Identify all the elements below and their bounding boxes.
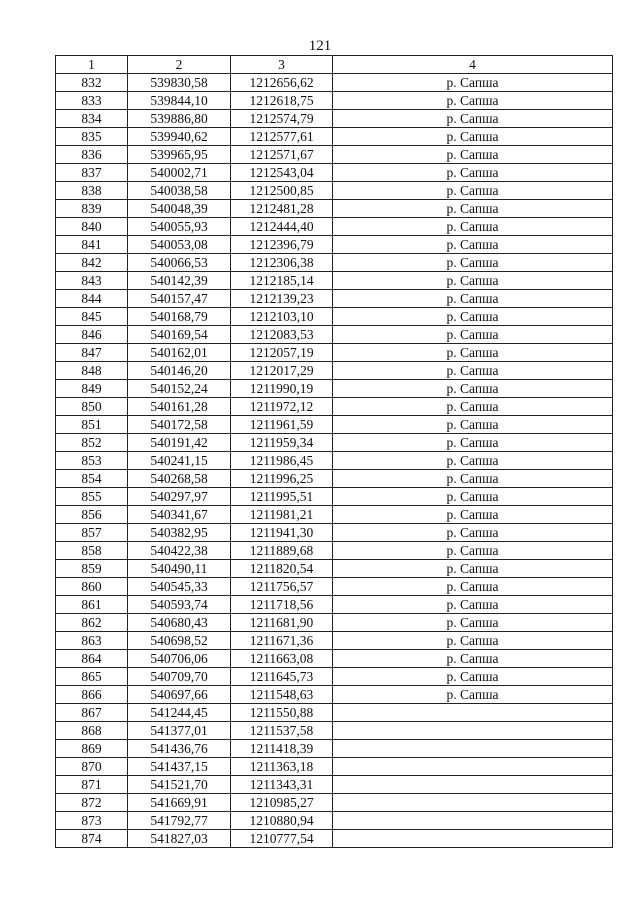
description-cell: р. Сапша [333,74,613,92]
table-row [56,704,613,722]
description-cell: р. Сапша [333,182,613,200]
description-cell [333,776,613,794]
table-row [56,560,613,578]
x-coordinate-cell: 540066,53 [128,254,231,272]
point-number-cell: 842 [56,254,128,272]
table-row [56,740,613,758]
point-number-cell: 873 [56,812,128,830]
table-row [56,596,613,614]
x-coordinate-cell: 540709,70 [128,668,231,686]
table-row [56,308,613,326]
table-row [56,380,613,398]
y-coordinate-cell: 1212656,62 [231,74,333,92]
x-coordinate-cell: 541436,76 [128,740,231,758]
x-coordinate-cell: 540146,20 [128,362,231,380]
description-cell: р. Сапша [333,308,613,326]
point-number-cell: 846 [56,326,128,344]
point-number-cell: 866 [56,686,128,704]
table-row [56,830,613,848]
point-number-cell: 833 [56,92,128,110]
coordinates-table [55,55,613,848]
description-cell: р. Сапша [333,344,613,362]
point-number-cell: 850 [56,398,128,416]
y-coordinate-cell: 1211990,19 [231,380,333,398]
y-coordinate-cell: 1211681,90 [231,614,333,632]
table-row [56,326,613,344]
x-coordinate-cell: 540490,11 [128,560,231,578]
table-row [56,74,613,92]
description-cell: р. Сапша [333,452,613,470]
y-coordinate-cell: 1211645,73 [231,668,333,686]
table-row [56,416,613,434]
point-number-cell: 836 [56,146,128,164]
y-coordinate-cell: 1211995,51 [231,488,333,506]
table-row [56,668,613,686]
x-coordinate-cell: 539886,80 [128,110,231,128]
y-coordinate-cell: 1212577,61 [231,128,333,146]
x-coordinate-cell: 540297,97 [128,488,231,506]
table-row [56,164,613,182]
table-row [56,146,613,164]
y-coordinate-cell: 1211996,25 [231,470,333,488]
description-cell: р. Сапша [333,650,613,668]
description-cell: р. Сапша [333,326,613,344]
table-row [56,344,613,362]
y-coordinate-cell: 1211663,08 [231,650,333,668]
description-cell: р. Сапша [333,398,613,416]
table-row [56,686,613,704]
y-coordinate-cell: 1211981,21 [231,506,333,524]
description-cell: р. Сапша [333,92,613,110]
point-number-cell: 859 [56,560,128,578]
x-coordinate-cell: 541669,91 [128,794,231,812]
y-coordinate-cell: 1211548,63 [231,686,333,704]
x-coordinate-cell: 540161,28 [128,398,231,416]
description-cell: р. Сапша [333,614,613,632]
description-cell: р. Сапша [333,632,613,650]
y-coordinate-cell: 1211941,30 [231,524,333,542]
header-row [56,56,613,74]
table-row [56,632,613,650]
table-row [56,542,613,560]
point-number-cell: 874 [56,830,128,848]
y-coordinate-cell: 1212500,85 [231,182,333,200]
x-coordinate-cell: 540382,95 [128,524,231,542]
y-coordinate-cell: 1212057,19 [231,344,333,362]
point-number-cell: 847 [56,344,128,362]
table-row [56,758,613,776]
y-coordinate-cell: 1212017,29 [231,362,333,380]
y-coordinate-cell: 1210777,54 [231,830,333,848]
description-cell: р. Сапша [333,434,613,452]
x-coordinate-cell: 540697,66 [128,686,231,704]
y-coordinate-cell: 1212574,79 [231,110,333,128]
point-number-cell: 862 [56,614,128,632]
x-coordinate-cell: 540241,15 [128,452,231,470]
x-coordinate-cell: 540038,58 [128,182,231,200]
table-row [56,506,613,524]
point-number-cell: 863 [56,632,128,650]
y-coordinate-cell: 1212185,14 [231,272,333,290]
point-number-cell: 849 [56,380,128,398]
description-cell: р. Сапша [333,254,613,272]
table-row [56,92,613,110]
description-cell: р. Сапша [333,560,613,578]
description-cell: р. Сапша [333,542,613,560]
x-coordinate-cell: 539830,58 [128,74,231,92]
table-row [56,218,613,236]
point-number-cell: 865 [56,668,128,686]
table-row [56,794,613,812]
description-cell [333,740,613,758]
x-coordinate-cell: 540268,58 [128,470,231,488]
x-coordinate-cell: 539844,10 [128,92,231,110]
description-cell: р. Сапша [333,596,613,614]
description-cell: р. Сапша [333,524,613,542]
y-coordinate-cell: 1212543,04 [231,164,333,182]
description-cell: р. Сапша [333,362,613,380]
x-coordinate-cell: 540162,01 [128,344,231,362]
point-number-cell: 848 [56,362,128,380]
x-coordinate-cell: 540593,74 [128,596,231,614]
description-cell [333,794,613,812]
point-number-cell: 864 [56,650,128,668]
y-coordinate-cell: 1212139,23 [231,290,333,308]
y-coordinate-cell: 1212571,67 [231,146,333,164]
point-number-cell: 845 [56,308,128,326]
column-header-1: 1 [56,56,128,74]
x-coordinate-cell: 541521,70 [128,776,231,794]
x-coordinate-cell: 540168,79 [128,308,231,326]
description-cell: р. Сапша [333,272,613,290]
point-number-cell: 858 [56,542,128,560]
table-row [56,272,613,290]
table-row [56,236,613,254]
table-row [56,776,613,794]
y-coordinate-cell: 1211986,45 [231,452,333,470]
description-cell: р. Сапша [333,200,613,218]
description-cell: р. Сапша [333,110,613,128]
description-cell: р. Сапша [333,290,613,308]
y-coordinate-cell: 1211418,39 [231,740,333,758]
y-coordinate-cell: 1211889,68 [231,542,333,560]
point-number-cell: 857 [56,524,128,542]
x-coordinate-cell: 540191,42 [128,434,231,452]
point-number-cell: 855 [56,488,128,506]
description-cell: р. Сапша [333,236,613,254]
y-coordinate-cell: 1211959,34 [231,434,333,452]
y-coordinate-cell: 1211363,18 [231,758,333,776]
x-coordinate-cell: 539965,95 [128,146,231,164]
point-number-cell: 838 [56,182,128,200]
point-number-cell: 871 [56,776,128,794]
x-coordinate-cell: 540172,58 [128,416,231,434]
table-row [56,110,613,128]
y-coordinate-cell: 1211671,36 [231,632,333,650]
table-row [56,200,613,218]
description-cell: р. Сапша [333,146,613,164]
y-coordinate-cell: 1211718,56 [231,596,333,614]
point-number-cell: 852 [56,434,128,452]
table-row [56,452,613,470]
point-number-cell: 851 [56,416,128,434]
table-row [56,812,613,830]
description-cell [333,722,613,740]
description-cell: р. Сапша [333,128,613,146]
table-row [56,182,613,200]
description-cell [333,830,613,848]
point-number-cell: 832 [56,74,128,92]
column-header-4: 4 [333,56,613,74]
table-row [56,398,613,416]
description-cell [333,758,613,776]
table-row [56,524,613,542]
point-number-cell: 856 [56,506,128,524]
table-row [56,650,613,668]
point-number-cell: 853 [56,452,128,470]
y-coordinate-cell: 1211537,58 [231,722,333,740]
x-coordinate-cell: 540048,39 [128,200,231,218]
point-number-cell: 870 [56,758,128,776]
point-number-cell: 841 [56,236,128,254]
y-coordinate-cell: 1212083,53 [231,326,333,344]
point-number-cell: 843 [56,272,128,290]
description-cell: р. Сапша [333,578,613,596]
x-coordinate-cell: 541792,77 [128,812,231,830]
y-coordinate-cell: 1210880,94 [231,812,333,830]
x-coordinate-cell: 540142,39 [128,272,231,290]
x-coordinate-cell: 540680,43 [128,614,231,632]
description-cell: р. Сапша [333,164,613,182]
description-cell: р. Сапша [333,506,613,524]
y-coordinate-cell: 1210985,27 [231,794,333,812]
table-row [56,290,613,308]
x-coordinate-cell: 540698,52 [128,632,231,650]
y-coordinate-cell: 1211756,57 [231,578,333,596]
x-coordinate-cell: 540341,67 [128,506,231,524]
description-cell: р. Сапша [333,416,613,434]
table-row [56,614,613,632]
x-coordinate-cell: 540706,06 [128,650,231,668]
point-number-cell: 844 [56,290,128,308]
x-coordinate-cell: 541827,03 [128,830,231,848]
point-number-cell: 839 [56,200,128,218]
table-row [56,434,613,452]
point-number-cell: 840 [56,218,128,236]
x-coordinate-cell: 541437,15 [128,758,231,776]
y-coordinate-cell: 1212618,75 [231,92,333,110]
x-coordinate-cell: 540422,38 [128,542,231,560]
page-number: 121 [308,38,332,54]
x-coordinate-cell: 541244,45 [128,704,231,722]
point-number-cell: 869 [56,740,128,758]
y-coordinate-cell: 1211343,31 [231,776,333,794]
x-coordinate-cell: 541377,01 [128,722,231,740]
point-number-cell: 867 [56,704,128,722]
table-row [56,488,613,506]
description-cell: р. Сапша [333,686,613,704]
y-coordinate-cell: 1212103,10 [231,308,333,326]
y-coordinate-cell: 1211550,88 [231,704,333,722]
y-coordinate-cell: 1212481,28 [231,200,333,218]
table-row [56,128,613,146]
x-coordinate-cell: 540055,93 [128,218,231,236]
description-cell [333,812,613,830]
y-coordinate-cell: 1211961,59 [231,416,333,434]
y-coordinate-cell: 1212444,40 [231,218,333,236]
table-row [56,578,613,596]
column-header-2: 2 [128,56,231,74]
description-cell: р. Сапша [333,488,613,506]
x-coordinate-cell: 540002,71 [128,164,231,182]
table-row [56,254,613,272]
description-cell: р. Сапша [333,668,613,686]
point-number-cell: 835 [56,128,128,146]
point-number-cell: 861 [56,596,128,614]
point-number-cell: 834 [56,110,128,128]
y-coordinate-cell: 1211820,54 [231,560,333,578]
y-coordinate-cell: 1212396,79 [231,236,333,254]
y-coordinate-cell: 1211972,12 [231,398,333,416]
x-coordinate-cell: 540169,54 [128,326,231,344]
point-number-cell: 837 [56,164,128,182]
x-coordinate-cell: 539940,62 [128,128,231,146]
table-row [56,722,613,740]
column-header-3: 3 [231,56,333,74]
x-coordinate-cell: 540545,33 [128,578,231,596]
point-number-cell: 860 [56,578,128,596]
description-cell: р. Сапша [333,380,613,398]
table-row [56,470,613,488]
table-body [56,74,613,848]
y-coordinate-cell: 1212306,38 [231,254,333,272]
x-coordinate-cell: 540053,08 [128,236,231,254]
point-number-cell: 868 [56,722,128,740]
description-cell: р. Сапша [333,218,613,236]
point-number-cell: 854 [56,470,128,488]
description-cell: р. Сапша [333,470,613,488]
table-row [56,362,613,380]
point-number-cell: 872 [56,794,128,812]
description-cell [333,704,613,722]
x-coordinate-cell: 540152,24 [128,380,231,398]
x-coordinate-cell: 540157,47 [128,290,231,308]
